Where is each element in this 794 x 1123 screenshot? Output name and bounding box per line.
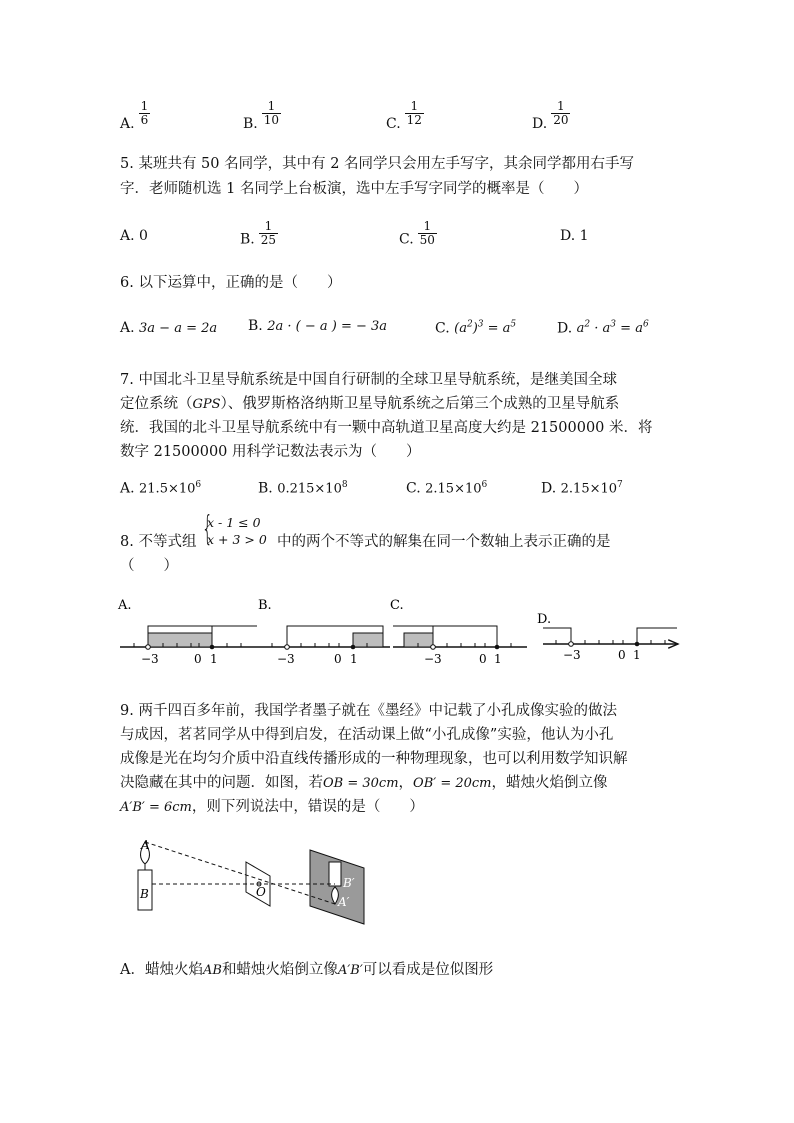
option-expression (454, 321, 516, 336)
tick-label: 0 (618, 648, 626, 662)
number-line-label-a: A. (118, 598, 132, 613)
option-expression (577, 321, 649, 336)
fraction (418, 220, 437, 247)
option-label: B. (248, 318, 263, 334)
q7-stem-line1: 7. 中国北斗卫星导航系统是中国自行研制的全球卫星导航系统，是继美国全球 (120, 372, 617, 388)
option-label: D. (557, 320, 573, 337)
tick-label: 0 (334, 652, 342, 666)
text: 定位系统（ (120, 396, 193, 412)
option-label: A. (120, 320, 135, 336)
option-label: B. (258, 480, 273, 497)
number-line-b (257, 626, 390, 666)
point-b-label: B (140, 887, 149, 901)
text: A．蜡烛火焰 (120, 962, 203, 978)
exponent: 5 (510, 320, 517, 330)
q6-stem: 6. 以下运算中，正确的是（ ） (120, 275, 342, 291)
expr-part: ) (472, 321, 478, 337)
option-label: A. (120, 480, 135, 497)
inequality-1: x - 1 ≤ 0 (207, 515, 261, 530)
q9-stem-line3: 成像是光在均匀介质中沿直线传播形成的一种物理现象，也可以利用数学知识解 (120, 751, 628, 767)
numerator: 1 (418, 220, 437, 234)
tick-label: −3 (141, 652, 159, 666)
ab2-length: A′B′ = 6cm (120, 800, 192, 815)
exponent: 6 (481, 480, 488, 490)
text: 可以看成是位似图形 (362, 962, 494, 978)
fraction (139, 100, 151, 127)
tick-label: 0 (479, 652, 487, 666)
denominator: 50 (419, 233, 435, 247)
ray-a (145, 842, 335, 904)
denominator: 12 (406, 113, 422, 127)
inequality-system (207, 514, 267, 548)
expr-part: = a (616, 321, 643, 337)
q5-option-d (560, 228, 589, 244)
q9-stem-line2: 与成因，茗茗同学从中得到启发，在活动课上做“小孔成像”实验，他认为小孔 (120, 727, 614, 743)
q7-option-d (541, 480, 623, 497)
option-label: C. (435, 320, 450, 337)
numerator: 1 (259, 220, 278, 234)
q8-stem-pre: 8. 不等式组 (120, 534, 197, 550)
option-label: C. (406, 480, 421, 497)
q4-option-c (386, 100, 424, 132)
q7-stem-line2 (120, 392, 619, 417)
q9-stem-line5 (120, 795, 424, 820)
text: 决隐藏在其中的问题．如图，若 (120, 775, 323, 791)
q8-stem-line2: （ ） (120, 558, 178, 574)
exponent: 2 (466, 320, 473, 330)
number-line-d (543, 628, 678, 662)
number-line-label-d: D. (537, 612, 552, 627)
q6-option-d (557, 320, 649, 336)
option-value: 1 (579, 228, 589, 244)
expr-part: · a (590, 321, 611, 337)
number-line-a (120, 626, 257, 666)
option-base: 2.15×10 (425, 481, 482, 497)
q4-option-d (532, 100, 570, 132)
exponent: 6 (642, 320, 649, 330)
pinhole-camera-diagram (128, 832, 378, 927)
ob-length: OB = 30cm (323, 776, 399, 791)
q5-stem-line1: 5. 某班共有 50 名同学，其中有 2 名同学只会用左手写字，其余同学都用右手写 (120, 156, 635, 172)
number-line-label-c: C. (390, 598, 404, 613)
expr-part: = a (483, 321, 511, 337)
option-expression: 2a · ( − a ) = − 3a (267, 319, 388, 334)
option-label: B. (240, 231, 255, 248)
q7-option-b (258, 480, 348, 497)
q8-stem-post: 中的两个不等式的解集在同一个数轴上表示正确的是 (277, 534, 611, 550)
expr-part: (a (454, 321, 467, 337)
point-a2-label: A′ (338, 895, 350, 909)
system-brace: { (202, 509, 213, 549)
exponent: 8 (341, 480, 348, 490)
option-label: C. (386, 116, 401, 132)
fraction (262, 100, 281, 127)
number-line-options (115, 595, 685, 670)
exponent: 7 (617, 480, 623, 490)
option-label: D. (560, 228, 576, 244)
q6-option-b (248, 318, 387, 334)
denominator: 6 (140, 113, 149, 127)
tick-label: −3 (424, 652, 442, 666)
tick-label: 1 (210, 652, 218, 666)
q7-option-c (406, 480, 487, 497)
q9-stem-line4: 决隐藏在其中的问题．如图，若OB = 30cm，OB′ = 20cm，蜡烛火焰倒立像 (120, 775, 608, 791)
text: 和蜡烛火焰倒立像 (221, 962, 338, 978)
option-label: B. (243, 116, 258, 132)
denominator: 25 (260, 233, 277, 247)
option-label: D. (541, 480, 557, 497)
text: ，则下列说法中，错误的是（ ） (191, 799, 424, 815)
text: ）、俄罗斯格洛纳斯卫星导航系统之后第三个成熟的卫星导航系 (220, 396, 620, 412)
exponent: 2 (584, 320, 591, 330)
number-line-label-b: B. (258, 598, 272, 613)
q7-stem-line3: 统．我国的北斗卫星导航系统中有一颗中高轨道卫星高度大约是 21500000 米．将 (120, 420, 653, 436)
point-a-label: A (141, 838, 150, 852)
option-expression: 3a − a = 2a (139, 321, 218, 336)
q9-option-a (120, 958, 493, 983)
exponent: 6 (195, 480, 202, 490)
tick-label: 1 (494, 652, 502, 666)
ab-term: AB (202, 963, 222, 978)
fraction (551, 100, 570, 127)
fraction (259, 220, 278, 247)
q6-option-c (435, 320, 516, 336)
q4-option-a (120, 100, 150, 132)
text: ，蜡烛火焰倒立像 (491, 775, 608, 791)
point-o-label: O (256, 885, 266, 899)
q6-option-a (120, 320, 217, 336)
tick-label: −3 (277, 652, 295, 666)
exponent: 3 (610, 320, 617, 330)
denominator: 10 (263, 113, 280, 127)
numerator: 1 (551, 100, 570, 114)
exponent: 3 (477, 320, 484, 330)
option-base: 21.5×10 (139, 481, 196, 497)
point-b2-label: B′ (343, 876, 355, 890)
tick-label: 1 (633, 648, 641, 662)
expr-part: a (576, 321, 585, 337)
q7-stem-line4: 数字 21500000 用科学记数法表示为（ ） (120, 444, 421, 460)
numerator: 1 (140, 99, 149, 113)
q5-option-b (240, 220, 278, 248)
inequality-2: x + 3 > 0 (207, 532, 267, 547)
option-label: C. (399, 231, 414, 248)
ab2-term: A′B′ (337, 963, 363, 978)
ob2-length: OB′ = 20cm (413, 776, 492, 791)
inverted-candle (329, 862, 341, 886)
numerator: 1 (262, 100, 281, 114)
q5-stem-line2: 字．老师随机选 1 名同学上台板演，选中左手写字同学的概率是（ ） (120, 181, 588, 197)
tick-label: 0 (194, 652, 202, 666)
q7-option-a (120, 480, 201, 497)
option-label: A. (120, 228, 135, 244)
denominator: 20 (553, 113, 569, 127)
q4-option-b (243, 100, 281, 132)
numerator: 1 (405, 100, 424, 114)
option-label: D. (532, 116, 548, 132)
tick-label: −3 (563, 648, 581, 662)
option-base: 0.215×10 (277, 481, 342, 497)
fraction (405, 100, 424, 127)
option-value: 0 (139, 228, 148, 244)
option-base: 2.15×10 (560, 481, 618, 497)
option-label: A. (120, 116, 135, 132)
gps-term: GPS (192, 397, 221, 412)
tick-label: 1 (350, 652, 358, 666)
q5-option-c (399, 220, 437, 248)
screen (310, 850, 364, 924)
q9-stem-line1: 9. 两千四百多年前，我国学者墨子就在《墨经》中记载了小孔成像实验的做法 (120, 703, 617, 719)
q5-option-a (120, 228, 148, 244)
number-line-c (393, 626, 527, 666)
